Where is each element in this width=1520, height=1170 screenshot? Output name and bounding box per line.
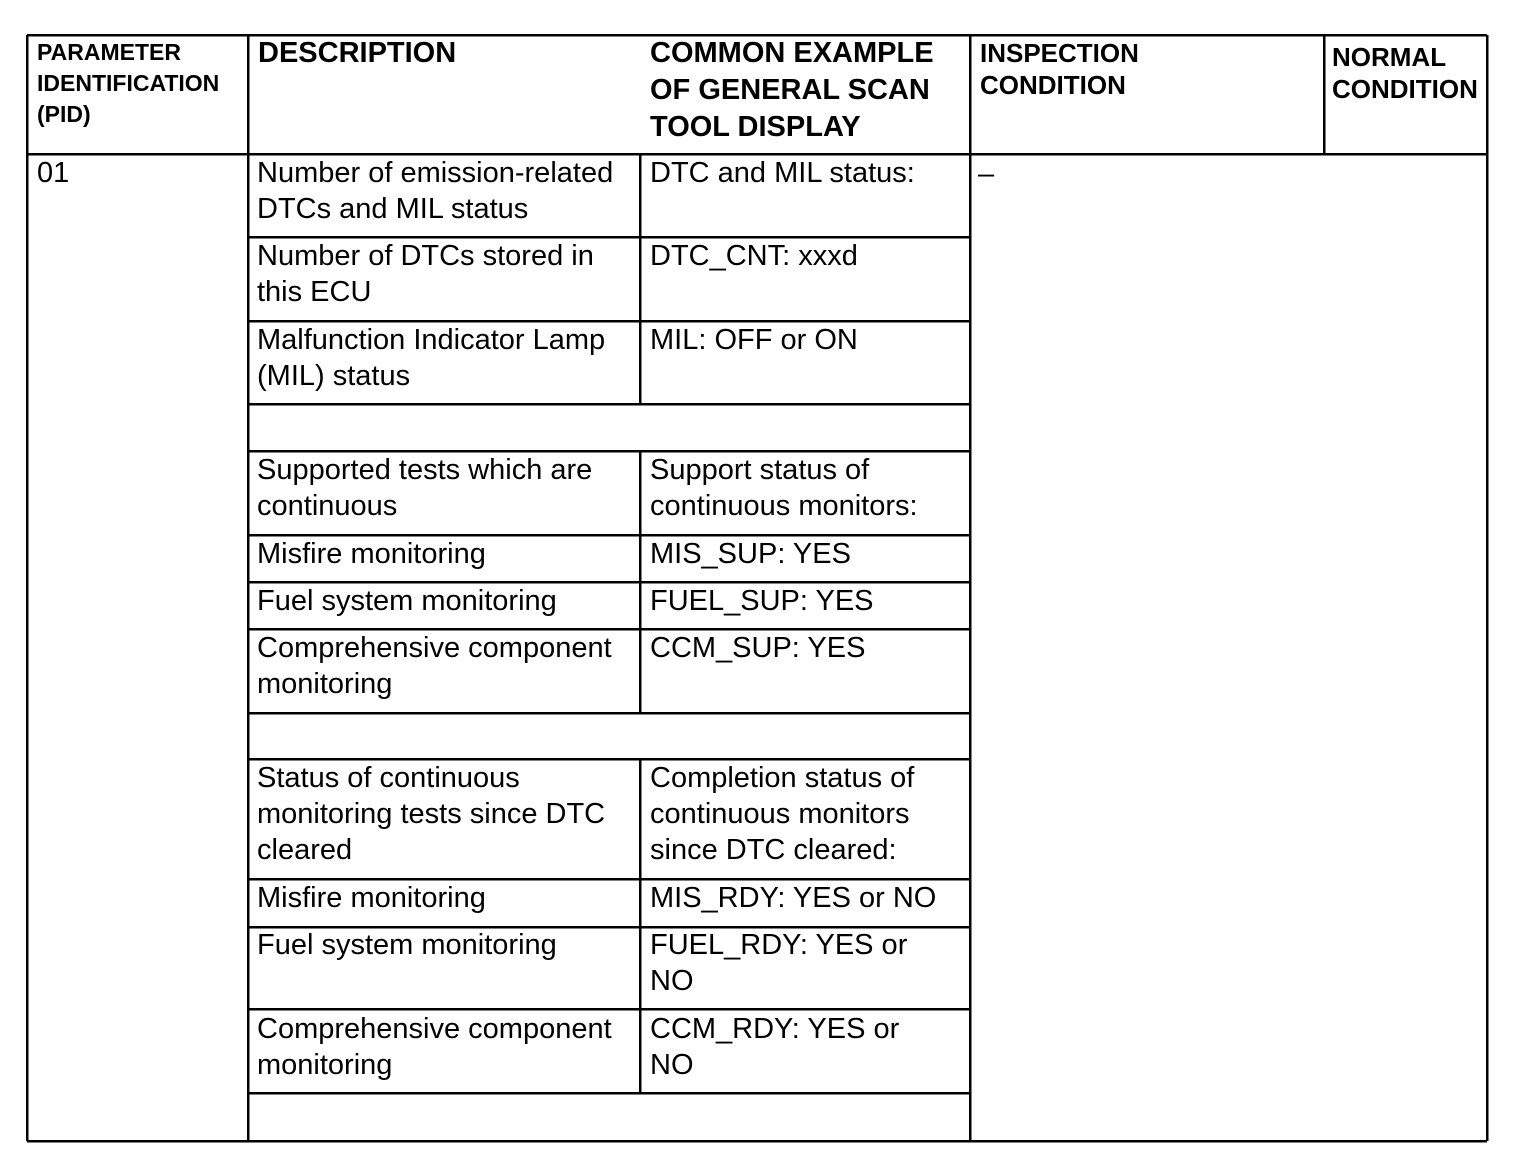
header-inspection: INSPECTION CONDITION	[980, 38, 1139, 100]
row-1-display: DTC and MIL status:	[650, 157, 915, 189]
header-pid: PARAMETER IDENTIFICATION (PID)	[37, 39, 220, 127]
row-10-display: Completion status of continuous monitors since DTC cleared:	[650, 762, 915, 866]
pid-value: 01	[37, 157, 70, 189]
row-10-description: Status of continuous monitoring tests since DTC cleared	[257, 762, 606, 866]
row-8-display: CCM_SUP: YES	[650, 632, 866, 664]
row-5-display: Support status of continuous monitors:	[650, 454, 918, 522]
row-6-display: MIS_SUP: YES	[650, 538, 851, 570]
row-1-description: Number of emission-related DTCs and MIL status	[257, 157, 614, 225]
row-13-display: CCM_RDY: YES or NO	[650, 1013, 900, 1081]
row-13-description: Comprehensive component monitoring	[257, 1013, 612, 1081]
row-7-description: Fuel system monitoring	[257, 585, 557, 617]
row-11-display: MIS_RDY: YES or NO	[650, 882, 937, 914]
row-7-display: FUEL_SUP: YES	[650, 585, 874, 617]
row-5-description: Supported tests which are continuous	[257, 454, 593, 522]
row-3-display: MIL: OFF or ON	[650, 324, 858, 356]
row-8-description: Comprehensive component monitoring	[257, 632, 612, 700]
row-12-description: Fuel system monitoring	[257, 929, 557, 961]
row-2-display: DTC_CNT: xxxd	[650, 240, 858, 272]
header-display: COMMON EXAMPLE OF GENERAL SCAN TOOL DISPLAY	[650, 37, 934, 143]
header-description: DESCRIPTION	[258, 37, 457, 69]
inspection-value: –	[978, 158, 995, 190]
row-6-description: Misfire monitoring	[257, 538, 486, 570]
row-11-description: Misfire monitoring	[257, 882, 486, 914]
row-2-description: Number of DTCs stored in this ECU	[257, 240, 594, 308]
row-3-description: Malfunction Indicator Lamp (MIL) status	[257, 324, 606, 392]
row-12-display: FUEL_RDY: YES or NO	[650, 929, 908, 997]
header-normal: NORMAL CONDITION	[1332, 42, 1478, 104]
